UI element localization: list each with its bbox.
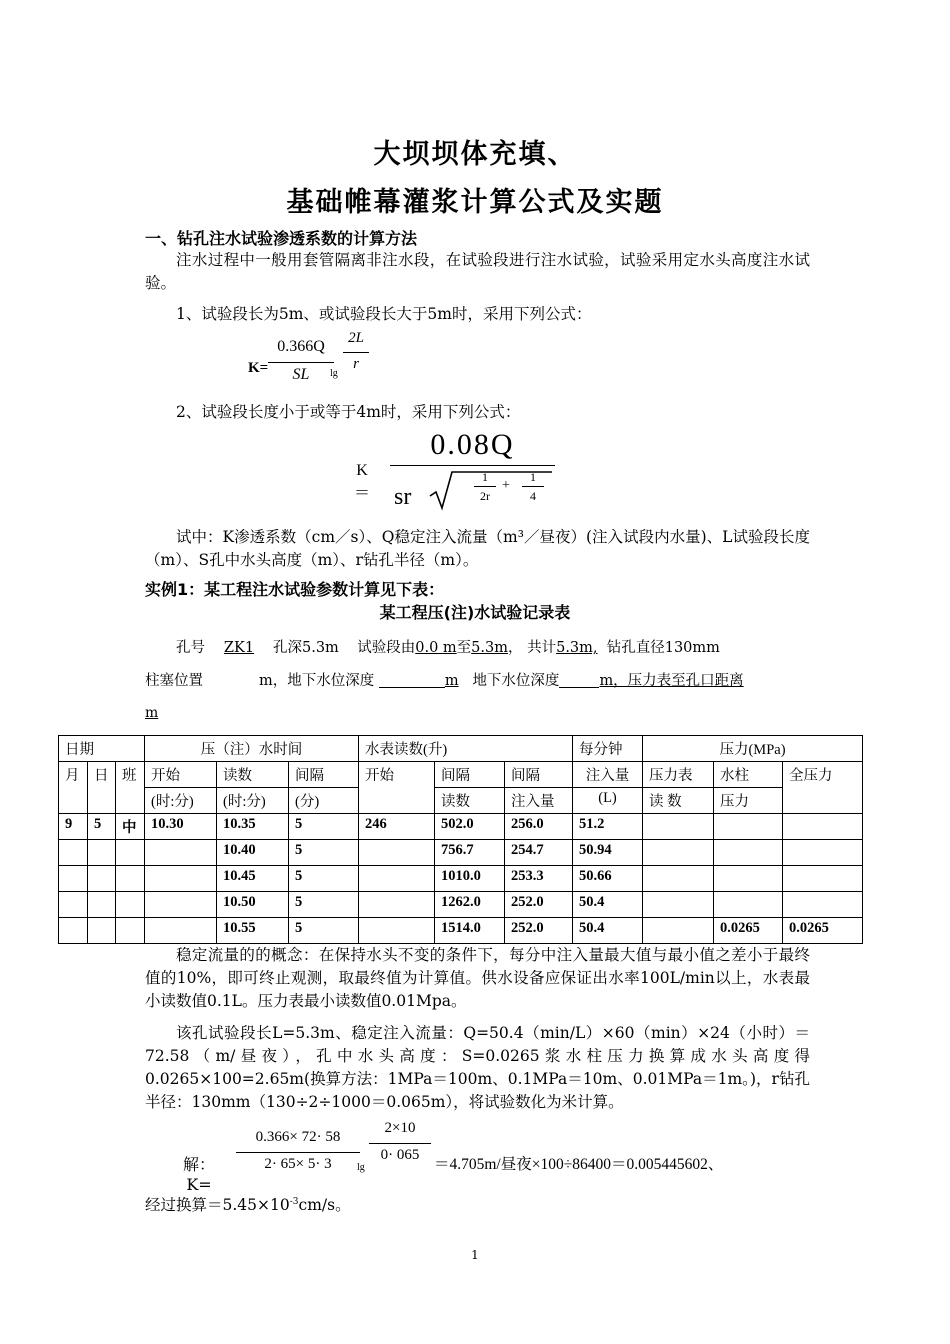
- formula-1-frac2-den: r: [353, 356, 359, 372]
- intro-paragraph: 注水过程中一般用套管隔离非注水段，在试验段进行注水试验，试验采用定水头高度注水试验。: [145, 251, 810, 292]
- th-pressure: 压力(MPa): [643, 736, 863, 762]
- formula-2-in1-bar: [474, 486, 496, 487]
- th-shift: 班: [116, 762, 145, 814]
- cell: 51.2: [573, 814, 643, 840]
- cell: [88, 866, 116, 892]
- solution-frac2-den: 0· 065: [380, 1147, 420, 1163]
- th-per-minute: 每分钟: [573, 736, 643, 762]
- formula-1-denominator: SL: [292, 366, 310, 383]
- table-row: [59, 814, 863, 840]
- converted-post: cm/s。: [298, 1196, 351, 1214]
- groundwater-2-label: 地下水位深度: [472, 673, 560, 689]
- cell: 50.94: [573, 840, 643, 866]
- cell: 10.45: [217, 866, 289, 892]
- th-reading: 读数: [217, 762, 289, 788]
- cell: 10.55: [217, 918, 289, 944]
- th-gauge: 压力表: [643, 762, 714, 788]
- table-row: [59, 892, 863, 918]
- segment-to-label: 至: [456, 640, 472, 656]
- cell: [145, 892, 217, 918]
- cell: [116, 866, 145, 892]
- info-line-1: [176, 636, 720, 657]
- cell: 5: [289, 814, 359, 840]
- cell: [783, 866, 863, 892]
- cell: [783, 814, 863, 840]
- cell: [359, 892, 435, 918]
- section-1-heading: 一、钻孔注水试验渗透系数的计算方法: [145, 229, 418, 248]
- converted-pre: 经过换算＝5.45×10: [145, 1196, 290, 1214]
- info-line-2: [145, 669, 744, 690]
- table-title: 某工程压(注)水试验记录表: [379, 603, 571, 622]
- cell: 252.0: [505, 918, 573, 944]
- th-interval-injection-2: 注入量: [505, 788, 573, 814]
- th-interval-unit: (分): [289, 788, 359, 814]
- converted-result: [145, 1193, 351, 1215]
- info-line-3: m: [145, 705, 159, 721]
- cell: 1514.0: [435, 918, 505, 944]
- solution-lg: lg: [357, 1162, 365, 1173]
- formula-1-numerator: 0.366Q: [277, 338, 325, 355]
- plug-label: 柱塞位置: [145, 673, 203, 689]
- th-day: 日: [88, 762, 116, 814]
- record-table: [58, 735, 863, 944]
- solution-numerator: 0.366× 72· 58: [255, 1129, 341, 1145]
- th-month: 月: [59, 762, 88, 814]
- groundwater-2-blank: [559, 671, 599, 688]
- cell: 1010.0: [435, 866, 505, 892]
- header-row-3: [59, 788, 863, 814]
- formula-1-lg: lg: [330, 368, 338, 379]
- cell: 253.3: [505, 866, 573, 892]
- cell: 50.66: [573, 866, 643, 892]
- cell: 中: [116, 814, 145, 840]
- th-gauge-2: 读 数: [643, 788, 714, 814]
- cell: 1262.0: [435, 892, 505, 918]
- solution-frac2-bar: [369, 1143, 431, 1144]
- solution-bar: [236, 1152, 360, 1153]
- th-interval: 间隔: [289, 762, 359, 788]
- hole-depth: 孔深5.3m: [273, 640, 339, 656]
- hole-label: 孔号: [176, 640, 205, 656]
- legend-paragraph: 试中：K渗透系数（cm／s）、Q稳定注入流量（m³／昼夜）(注入试段内水量)、L试验段长度（m）、S孔中水头高度（m）、r钻孔半径（m）。: [145, 528, 810, 569]
- hole-number: ZK1: [223, 640, 255, 656]
- table-row: [59, 866, 863, 892]
- total-length: 5.3m,: [556, 640, 598, 656]
- notes-paragraph-1: 稳定流量的的概念：在保持水头不变的条件下，每分中注入量最大值与最小值之差小于最终值的10%，即可终止观测，取最终值为计算值。供水设备应保证出水率100L/min以上，水表最小读数值0.1L。压力表最小读数值0.01Mpa。: [145, 946, 810, 1010]
- th-meter: 水表读数(升): [359, 736, 573, 762]
- cell: [88, 918, 116, 944]
- formula-2-bar: [390, 465, 555, 466]
- groundwater-label: m，地下水位深度: [259, 673, 375, 689]
- cell: [145, 840, 217, 866]
- segment-to: 5.3m: [471, 640, 508, 656]
- header-row-2: [59, 762, 863, 788]
- cell: 0.0265: [783, 918, 863, 944]
- table-row: [59, 918, 863, 944]
- formula-1-bar: [268, 362, 334, 363]
- cell: 50.4: [573, 892, 643, 918]
- formula-2-numerator: 0.08Q: [430, 428, 515, 461]
- cell: [643, 840, 714, 866]
- cell: [359, 840, 435, 866]
- solution-frac2-num: 2×10: [384, 1120, 416, 1136]
- header-row-1: [59, 736, 863, 762]
- th-reading-unit: (时:分): [217, 788, 289, 814]
- hole-diameter: 钻孔直径130mm: [606, 640, 720, 656]
- groundwater-2-unit: m，压力表至孔口距离: [599, 673, 744, 689]
- case-2-text: 2、试验段长度小于或等于4m时，采用下列公式：: [176, 403, 521, 421]
- cell: [116, 892, 145, 918]
- cell: [116, 840, 145, 866]
- cell: 252.0: [505, 892, 573, 918]
- cell: 50.4: [573, 918, 643, 944]
- cell: 5: [289, 918, 359, 944]
- segment-from: 0.0 m: [415, 640, 457, 656]
- title-line-1: 大坝坝体充填、: [373, 139, 577, 170]
- cell: [88, 892, 116, 918]
- cell: [359, 918, 435, 944]
- groundwater-unit: m: [444, 673, 459, 689]
- formula-2-plus: +: [502, 478, 510, 493]
- cell: 254.7: [505, 840, 573, 866]
- groundwater-blank: [379, 671, 445, 688]
- cell: [643, 814, 714, 840]
- cell: 0.0265: [714, 918, 783, 944]
- example-heading: 实例1：某工程注水试验参数计算见下表：: [145, 580, 445, 599]
- formula-2-in2-den: 4: [530, 489, 536, 503]
- th-start-unit: (时:分): [145, 788, 217, 814]
- cell: [359, 866, 435, 892]
- th-interval-reading: 间隔: [435, 762, 505, 788]
- formula-2-in2-bar: [522, 486, 544, 487]
- cell: [714, 866, 783, 892]
- cell: 10.30: [145, 814, 217, 840]
- th-total-pressure: 全压力: [783, 762, 863, 814]
- th-interval-reading-2: 读数: [435, 788, 505, 814]
- cell: [783, 840, 863, 866]
- cell: 10.50: [217, 892, 289, 918]
- title-line-2: 基础帷幕灌浆计算公式及实题: [286, 187, 664, 218]
- solution-denominator: 2· 65× 5· 3: [264, 1156, 332, 1172]
- th-injection: 注入量: [573, 762, 643, 788]
- cell: [643, 918, 714, 944]
- solution-result: ＝4.705m/昼夜×100÷86400＝0.005445602、: [434, 1156, 724, 1173]
- cell: [59, 866, 88, 892]
- formula-2-lhs: K＝: [354, 462, 371, 502]
- th-column: 水柱: [714, 762, 783, 788]
- th-time: 压（注）水时间: [145, 736, 359, 762]
- cell: 5: [289, 840, 359, 866]
- case-1-text: 1、试验段长为5m、或试验段长大于5m时，采用下列公式：: [176, 305, 592, 323]
- cell: [714, 840, 783, 866]
- th-injection-unit: (L): [573, 788, 643, 814]
- cell: [643, 866, 714, 892]
- cell: [643, 892, 714, 918]
- th-meter-start: 开始: [359, 762, 435, 814]
- cell: 756.7: [435, 840, 505, 866]
- cell: [59, 892, 88, 918]
- cell: [59, 918, 88, 944]
- cell: [116, 918, 145, 944]
- cell: [59, 840, 88, 866]
- cell: 5: [88, 814, 116, 840]
- cell: [88, 840, 116, 866]
- formula-1-frac2-bar: [343, 352, 369, 353]
- cell: 246: [359, 814, 435, 840]
- solution-label: 解：K=: [183, 1155, 216, 1194]
- segment-label: 试验段由: [357, 640, 416, 656]
- cell: [714, 814, 783, 840]
- page-number: 1: [471, 1248, 479, 1262]
- cell: 10.35: [217, 814, 289, 840]
- cell: [783, 892, 863, 918]
- cell: 256.0: [505, 814, 573, 840]
- formula-2-denominator: sr: [394, 484, 412, 510]
- th-interval-injection: 间隔: [505, 762, 573, 788]
- cell: [145, 866, 217, 892]
- cell: 502.0: [435, 814, 505, 840]
- cell: [145, 918, 217, 944]
- th-start: 开始: [145, 762, 217, 788]
- formula-1-frac2-num: 2L: [348, 330, 364, 346]
- formula-2-in2-num: 1: [530, 470, 536, 484]
- cell: 5: [289, 866, 359, 892]
- converted-exponent: -3: [289, 1196, 299, 1207]
- th-date: 日期: [59, 736, 145, 762]
- cell: 9: [59, 814, 88, 840]
- cell: 10.40: [217, 840, 289, 866]
- formula-2-in1-den: 2r: [480, 489, 490, 503]
- cell: 5: [289, 892, 359, 918]
- total-label: ， 共计: [507, 640, 557, 656]
- th-column-2: 压力: [714, 788, 783, 814]
- cell: [714, 892, 783, 918]
- notes-paragraph-2: 该孔试验段长L=5.3m、稳定注入流量：Q=50.4（min/L）×60（min）×24（小时）＝72.58（m/昼夜），孔中水头高度：S=0.0265浆水柱压力换算成水头高度得0.0265×100=2.65m(换算方法：1MPa＝100m、0.1MPa＝10m、0.01MPa＝1m。)，r钻孔半径：130mm（130÷2÷1000＝0.065m），将试验数化为米计算。: [145, 1024, 810, 1111]
- formula-2-in1-num: 1: [482, 470, 488, 484]
- formula-1-lhs: K=: [248, 360, 269, 376]
- table-row: [59, 840, 863, 866]
